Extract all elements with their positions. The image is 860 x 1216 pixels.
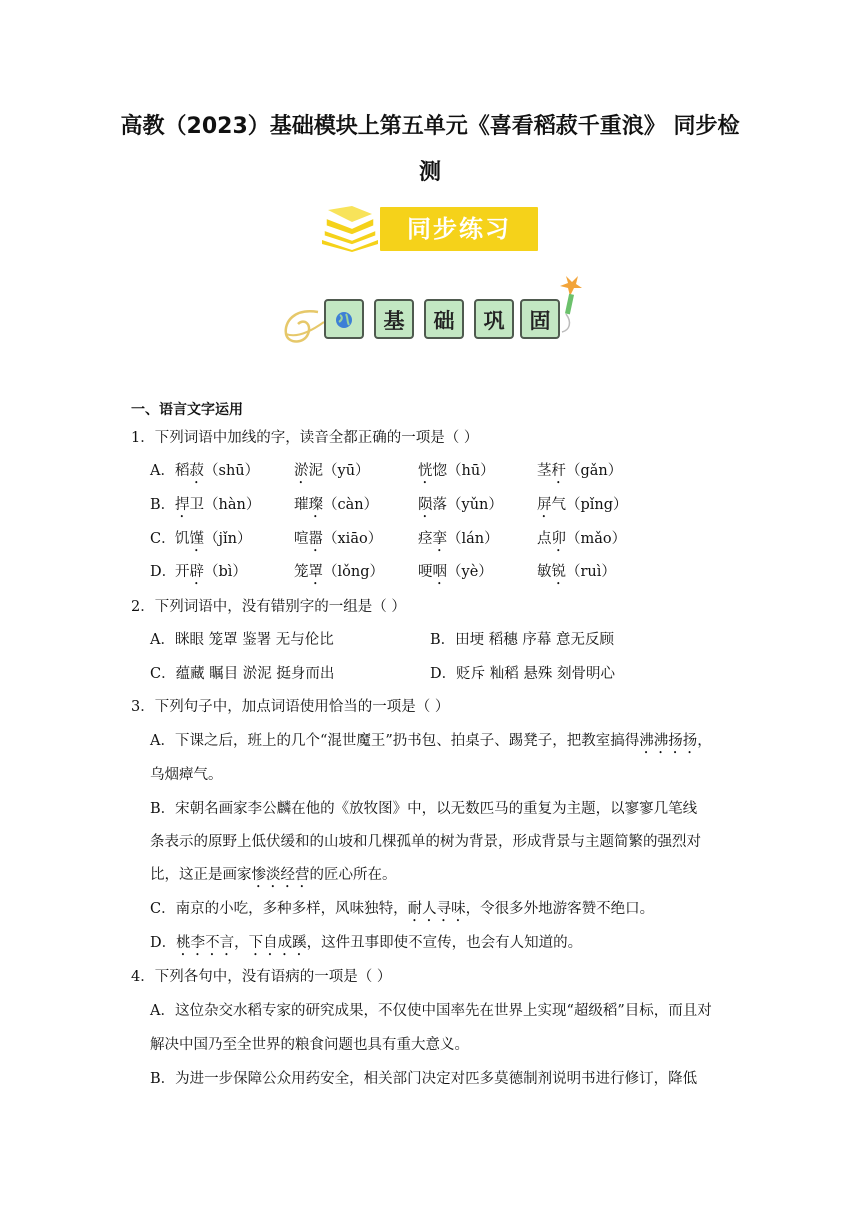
- q3-option-a-line1: [150, 731, 712, 757]
- term-dotted-char: 捍: [175, 497, 190, 513]
- q1-option-term: [537, 461, 622, 487]
- q4-stem: 4．下列各句中，没有语病的一项是（ ）: [131, 969, 392, 985]
- q4-option-a-line1: A．这位杂交水稻专家的研究成果，不仅使中国率先在世界上实现“超级稻”目标，而且对: [150, 1003, 712, 1019]
- q1-option-row: [150, 495, 750, 517]
- term-text: 笼: [294, 564, 309, 580]
- q3-option-d: [150, 933, 582, 959]
- term-text: 敏: [537, 564, 552, 580]
- term-dotted-char: 菽: [189, 463, 204, 479]
- term-dotted-char: 陨: [418, 497, 433, 513]
- banner-label: 同步练习: [380, 207, 538, 251]
- term-pinyin: （lán）: [447, 531, 499, 547]
- term-text: 点: [537, 531, 552, 547]
- term-dotted-char: 淤: [294, 463, 309, 479]
- q3-option-c: [150, 899, 654, 925]
- q2-option-c: C．蕴藏 瞩目 淤泥 挺身而出: [150, 666, 335, 682]
- term-text: 开: [175, 564, 190, 580]
- term-dotted-char: 罩: [308, 564, 323, 580]
- term-dotted-char: 恍: [418, 463, 433, 479]
- term-pinyin: （càn）: [323, 497, 379, 513]
- term-pinyin: 泥（yū）: [308, 463, 370, 479]
- term-text: 稻: [175, 463, 190, 479]
- q3-a-text: A．下课之后，班上的几个“混世魔王”扔书包、拍桌子、踢凳子，把教室搞得: [150, 733, 640, 749]
- q2-option-d: D．贬斥 籼稻 悬殊 刻骨明心: [430, 666, 615, 682]
- term-dotted-char: 秆: [551, 463, 566, 479]
- q3-d-letter: D．: [150, 935, 177, 951]
- title-line-2: 测: [418, 160, 441, 185]
- q3-c-dotted-term: 耐人寻味: [407, 901, 466, 917]
- q1-option-term: [175, 562, 247, 588]
- q3-option-b-line2: 条表示的原野上低伏缓和的山坡和几棵孤单的树为背景，形成背景与主题简繁的强烈对: [150, 834, 701, 850]
- term-text: 璀: [294, 497, 309, 513]
- term-dotted-char: 卯: [551, 531, 566, 547]
- globe-icon: [334, 310, 354, 330]
- q3-b-text: 比，这正是画家: [150, 867, 252, 883]
- q1-option-term: [537, 562, 616, 588]
- q1-option-term: [175, 461, 259, 487]
- term-dotted-char: 嚣: [308, 531, 323, 547]
- q1-option-term: [418, 495, 503, 521]
- q4-option-b-line1: B．为进一步保障公众用药安全，相关部门决定对匹多莫德制剂说明书进行修订，降低: [150, 1071, 698, 1087]
- q3-option-a-line2: 乌烟瘴气。: [150, 767, 223, 783]
- q2-stem: 2．下列词语中，没有错别字的一组是（ ）: [131, 599, 406, 615]
- q1-stem: 1．下列词语中加线的字，读音全都正确的一项是（ ）: [131, 430, 479, 446]
- q1-option-term: [418, 562, 493, 588]
- tile-globe: [324, 299, 364, 339]
- term-pinyin: （jǐn）: [204, 531, 252, 547]
- q3-d-text-end: ，这件丑事即使不宣传，也会有人知道的。: [306, 935, 583, 951]
- term-dotted-char: 屏: [537, 497, 552, 513]
- q1-option-letter: A．: [150, 463, 175, 479]
- q2-option-b: B．田埂 稻穗 序幕 意无反顾: [430, 632, 614, 648]
- term-pinyin: 卫（hàn）: [189, 497, 261, 513]
- q1-option-term: [175, 529, 251, 555]
- q1-option-term: [294, 461, 370, 487]
- term-text: 哽: [418, 564, 433, 580]
- tile-char-4: 固: [520, 299, 560, 339]
- term-text: 茎: [537, 463, 552, 479]
- q1-option-term: [418, 529, 499, 555]
- term-pinyin: （gǎn）: [566, 463, 623, 479]
- tile-char-2: 础: [424, 299, 464, 339]
- q3-option-b-line3: [150, 865, 397, 891]
- term-dotted-char: 辟: [189, 564, 204, 580]
- q3-c-text-end: ，令很多外地游客赞不绝口。: [465, 901, 655, 917]
- document-title: [110, 104, 750, 196]
- term-pinyin: （lǒng）: [323, 564, 384, 580]
- q3-b-text-end: 的匠心所在。: [309, 867, 397, 883]
- q1-option-term: [175, 495, 260, 521]
- term-pinyin: （mǎo）: [566, 531, 627, 547]
- term-dotted-char: 挛: [432, 531, 447, 547]
- q2-option-a: A．眯眼 笼罩 鉴署 无与伦比: [150, 632, 334, 648]
- q1-option-row: [150, 529, 750, 551]
- term-pinyin: 惚（hū）: [432, 463, 495, 479]
- section-tiles: [280, 268, 590, 348]
- term-pinyin: （xiāo）: [323, 531, 383, 547]
- tile-char-3: 巩: [474, 299, 514, 339]
- q1-option-term: [294, 562, 384, 588]
- q3-c-text: C．南京的小吃，多种多样，风味独特，: [150, 901, 408, 917]
- q3-d-dotted-term: 桃李不言，下自成蹊: [176, 935, 307, 951]
- q3-b-dotted-term: 惨淡经营: [251, 867, 310, 883]
- q3-a-punct: ，: [697, 733, 712, 749]
- q3-stem: 3．下列句子中，加点词语使用恰当的一项是（ ）: [131, 699, 450, 715]
- term-dotted-char: 馑: [189, 531, 204, 547]
- term-pinyin: （ruì）: [566, 564, 616, 580]
- term-pinyin: （bì）: [204, 564, 247, 580]
- q1-option-letter: B．: [150, 497, 176, 513]
- q1-option-row: [150, 562, 750, 584]
- q1-option-term: [537, 495, 628, 521]
- term-dotted-char: 璨: [308, 497, 323, 513]
- q1-option-term: [537, 529, 626, 555]
- term-text: 喧: [294, 531, 309, 547]
- section-heading: 一、语言文字运用: [131, 402, 243, 418]
- term-dotted-char: 咽: [432, 564, 447, 580]
- term-pinyin: （shū）: [204, 463, 260, 479]
- q1-option-letter: D．: [150, 564, 177, 580]
- books-icon: [318, 204, 380, 252]
- practice-banner: [318, 204, 540, 256]
- q1-option-row: [150, 461, 750, 483]
- tile-char-1: 基: [374, 299, 414, 339]
- q1-option-term: [418, 461, 495, 487]
- title-line-1: 高教（2023）基础模块上第五单元《喜看稻菽千重浪》 同步检: [120, 114, 740, 139]
- term-pinyin: （yè）: [447, 564, 493, 580]
- q1-option-letter: C．: [150, 531, 176, 547]
- q3-option-b-line1: B．宋朝名画家李公麟在他的《放牧图》中，以无数匹马的重复为主题，以寥寥几笔线: [150, 801, 698, 817]
- term-pinyin: 落（yǔn）: [432, 497, 503, 513]
- q1-option-term: [294, 495, 378, 521]
- term-dotted-char: 锐: [551, 564, 566, 580]
- q3-a-dotted-term: 沸沸扬扬: [639, 733, 698, 749]
- q1-option-term: [294, 529, 382, 555]
- q4-option-a-line2: 解决中国乃至全世界的粮食问题也具有重大意义。: [150, 1037, 469, 1053]
- term-pinyin: 气（pǐng）: [551, 497, 628, 513]
- term-text: 饥: [175, 531, 190, 547]
- term-text: 痉: [418, 531, 433, 547]
